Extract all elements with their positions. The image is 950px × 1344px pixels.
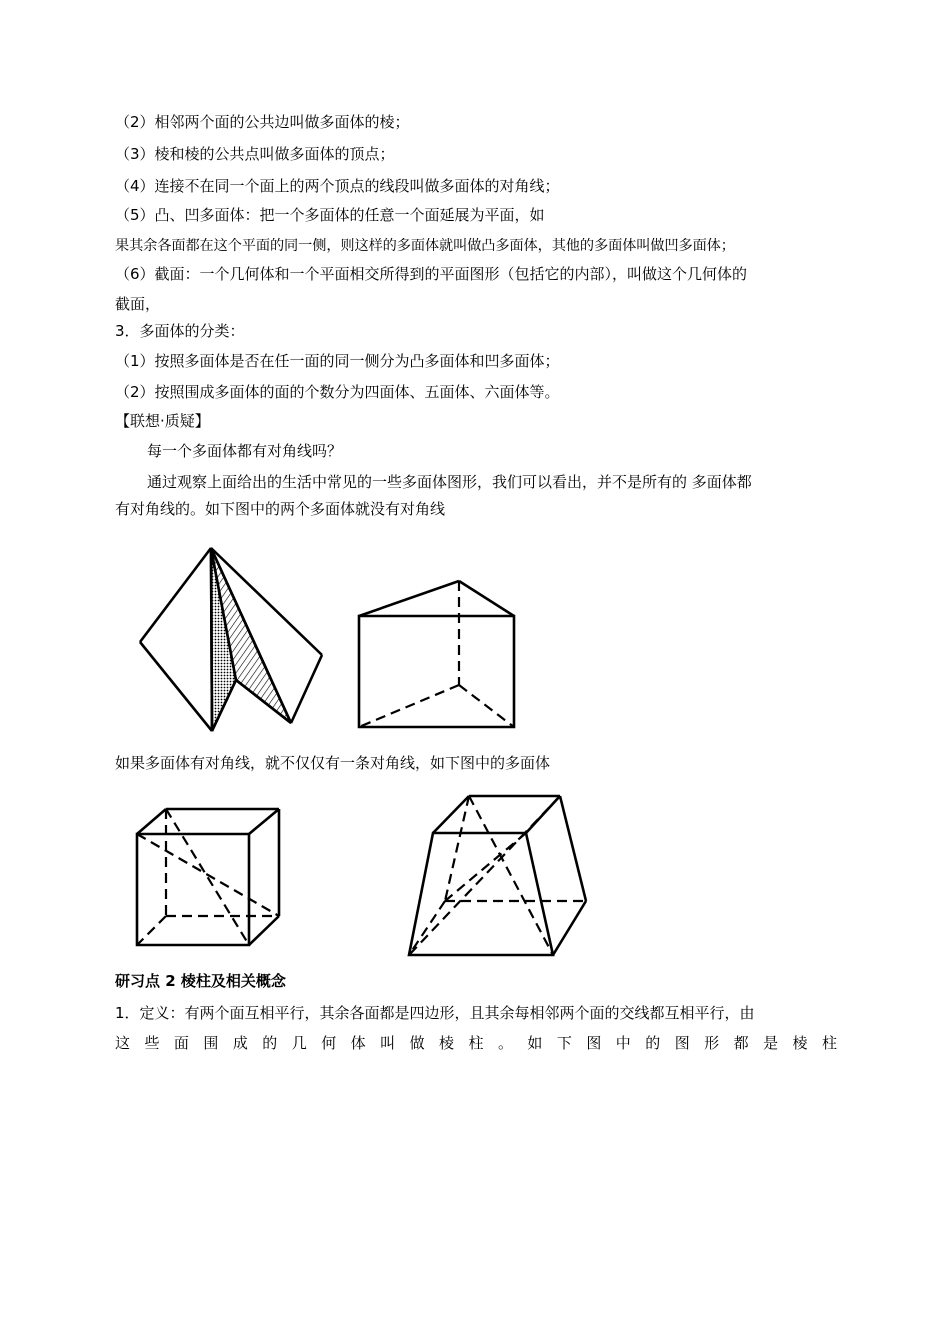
text-line-18: 这 些 面 围 成 的 几 何 体 叫 做 棱 柱 。 如 下 图 中 的 图 形 都 是 棱 柱 xyxy=(115,1034,837,1052)
text-line-6: （6）截面：一个几何体和一个平面相交所得到的平面图形（包括它的内部），叫做这个几何体的 xyxy=(115,265,748,283)
text-line-12: 每一个多面体都有对角线吗？ xyxy=(147,442,343,460)
text-line-14: 有对角线的。如下图中的两个多面体就没有对角线 xyxy=(115,500,446,518)
text-line-4: （5）凸、凹多面体：把一个多面体的任意一个面延展为平面，如 xyxy=(115,206,545,224)
section-label-association: 【联想·质疑】 xyxy=(115,412,210,430)
text-line-3: （4）连接不在同一个面上的两个顶点的线段叫做多面体的对角线； xyxy=(115,177,560,195)
concave-polyhedron-figure xyxy=(136,545,326,735)
frustum-with-diagonals-figure xyxy=(406,793,590,959)
section-heading-prism: 研习点 2 棱柱及相关概念 xyxy=(115,972,286,990)
text-line-2: （3）棱和棱的公共点叫做多面体的顶点； xyxy=(115,145,395,163)
text-line-17: 1．定义：有两个面互相平行，其余各面都是四边形，且其余每相邻两个面的交线都互相平行，由 xyxy=(115,1004,755,1022)
text-line-9: （1）按照多面体是否在任一面的同一侧分为凸多面体和凹多面体； xyxy=(115,352,560,370)
text-line-7: 截面， xyxy=(115,295,161,313)
text-line-1: （2）相邻两个面的公共边叫做多面体的棱； xyxy=(115,113,410,131)
text-line-15: 如果多面体有对角线，就不仅仅有一条对角线，如下图中的多面体 xyxy=(115,754,551,772)
triangular-prism-figure xyxy=(356,578,518,730)
text-line-10: （2）按照围成多面体的面的个数分为四面体、五面体、六面体等。 xyxy=(115,383,560,401)
cube-with-diagonals-figure xyxy=(134,806,284,948)
text-line-13: 通过观察上面给出的生活中常见的一些多面体图形，我们可以看出，并不是所有的 多面体都 xyxy=(147,473,752,491)
text-line-5: 果其余各面都在这个平面的同一侧，则这样的多面体就叫做凸多面体，其他的多面体叫做凹多面体； xyxy=(115,238,735,254)
text-line-8: 3．多面体的分类： xyxy=(115,322,245,340)
